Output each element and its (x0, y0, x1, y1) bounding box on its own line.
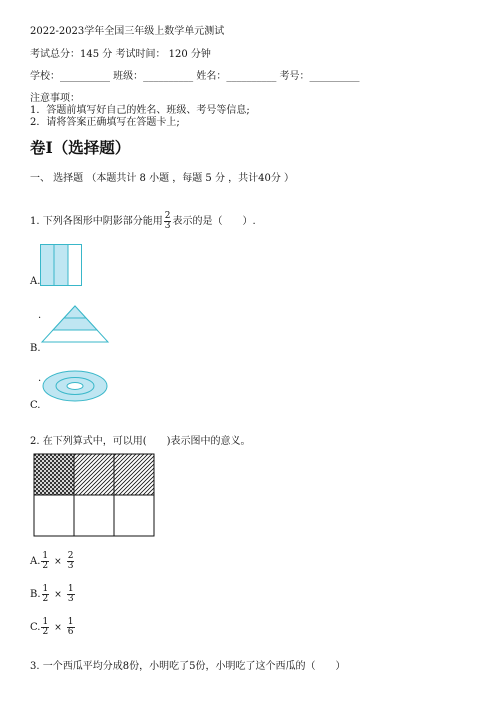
q2-b-frac1 (42, 585, 50, 604)
q2-a-times: × (54, 556, 62, 567)
notice-item-2: 2．请将答案正确填写在答题卡上; (30, 117, 180, 128)
q2-c-frac2 (67, 618, 75, 637)
q2-a-frac1-num: 1 (42, 551, 49, 561)
exam-title: 2022-2023学年全国三年级上数学单元测试 (30, 26, 225, 37)
q2-option-a-label: A. (30, 555, 41, 567)
section-title: 卷I（选择题） (30, 138, 131, 157)
q1-frac-den: 3 (164, 221, 171, 231)
q1-text-before: 1. 下列各图形中阴影部分能用 (30, 215, 163, 227)
q2-stem: 2. 在下列算式中，可以用( )表示图中的意义。 (30, 436, 251, 447)
q2-a-frac2-den: 3 (67, 561, 74, 571)
exam-info: 考试总分：145 分 考试时间： 120 分钟 (30, 49, 211, 60)
q2-c-frac2-den: 6 (67, 627, 74, 637)
q2-option-b[interactable] (30, 585, 76, 604)
q2-c-times: × (54, 622, 62, 633)
part-heading: 一、 选择题 （本题共计 8 小题 ，每题 5 分 ，共计40分 ） (30, 173, 295, 184)
q1-option-b[interactable]: B. (30, 343, 41, 354)
q1-dot-c: . (38, 373, 42, 384)
q1-figure-b (40, 304, 110, 344)
q2-b-frac2-den: 3 (67, 594, 74, 604)
q1-figure-c (42, 370, 108, 402)
q2-b-frac2-num: 1 (67, 584, 74, 594)
q1-frac-num: 2 (164, 211, 171, 221)
q2-c-frac1-den: 2 (42, 627, 49, 637)
q2-a-frac2 (67, 552, 75, 571)
q1-option-c[interactable]: C. (30, 400, 41, 411)
q2-option-b-label: B. (30, 588, 41, 600)
q1-stem (30, 212, 256, 231)
student-fields: 学校：__________ 班级：__________ 姓名：__________ 考号：__________ (30, 71, 360, 82)
q1-fraction (164, 212, 172, 231)
q1-figure-a (40, 244, 82, 286)
q2-option-c-label: C. (30, 621, 41, 633)
q2-option-c[interactable] (30, 618, 76, 637)
q1-option-a[interactable]: A. (30, 276, 41, 287)
q2-b-frac2 (67, 585, 75, 604)
q3-stem: 3. 一个西瓜平均分成8份，小明吃了5份，小明吃了这个西瓜的（ ） (30, 661, 346, 672)
q2-b-frac1-num: 1 (42, 584, 49, 594)
notice-heading: 注意事项： (30, 93, 80, 104)
q2-c-frac1-num: 1 (42, 617, 49, 627)
q2-c-frac1 (41, 618, 49, 637)
q2-option-a[interactable] (30, 552, 75, 571)
q2-a-frac2-num: 2 (67, 551, 74, 561)
q2-b-times: × (54, 589, 62, 600)
q2-a-frac1-den: 2 (42, 561, 49, 571)
q2-a-frac1 (41, 552, 49, 571)
q2-b-frac1-den: 2 (42, 594, 49, 604)
q1-dot-b: . (38, 310, 42, 321)
notice-item-1: 1．答题前填写好自己的姓名、班级、考号等信息; (30, 105, 250, 116)
q2-grid-figure (33, 453, 155, 537)
q1-text-after: 表示的是（ ）. (172, 215, 256, 227)
q2-c-frac2-num: 1 (67, 617, 74, 627)
